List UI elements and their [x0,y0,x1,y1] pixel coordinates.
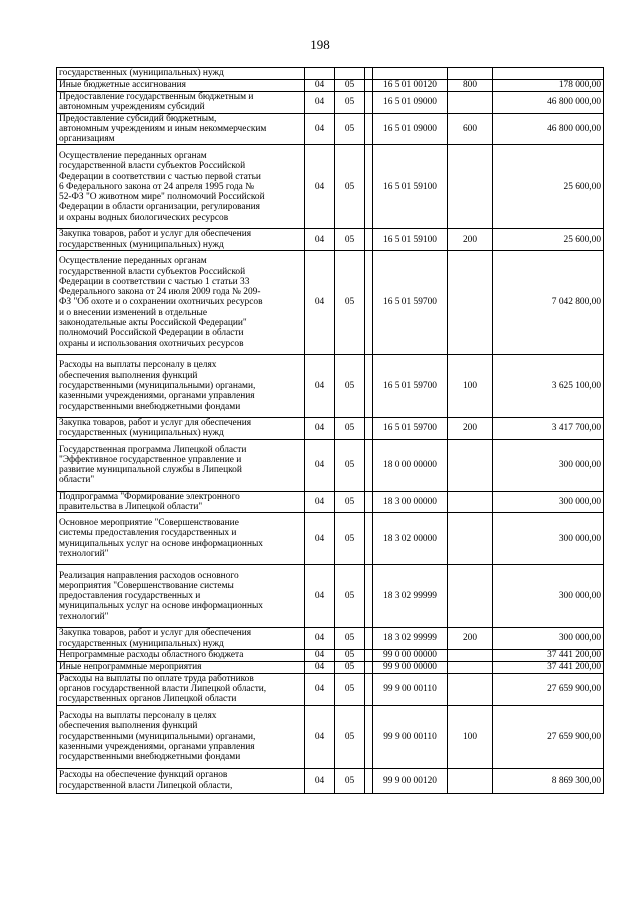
row-name: Закупка товаров, работ и услуг для обеспечения государственных (муниципальных) нужд [57,628,305,650]
row-name: Подпрограмма "Формирование электронного правительства в Липецкой области" [57,491,305,513]
subsection-code [365,649,373,661]
target-article-code: 18 3 02 99999 [373,565,448,628]
expense-type-code [448,565,493,628]
expense-type-code [448,673,493,705]
table-row [57,628,604,650]
amount: 300 000,00 [493,513,604,565]
table-row [57,251,604,355]
subsection-code [365,661,373,673]
expense-type-code: 600 [448,113,493,145]
table-row [57,92,604,114]
expense-type-code [448,68,493,80]
page-number: 198 [310,37,330,52]
amount: 37 441 200,00 [493,649,604,661]
subsection-code [365,145,373,229]
row-name: Осуществление переданных органам государственной власти субъектов Российской Федерации в соответствии с частью первой статьи 6 Федерального закона от 24 апреля 1995 года № 52-ФЗ "О животном мире" полномочий Российской Федерации в области организации, регулирования и охраны водных биологических ресурсов [57,145,305,229]
expense-type-code: 800 [448,80,493,92]
expense-type-code: 200 [448,229,493,251]
target-article-code: 16 5 01 09000 [373,113,448,145]
section-code: 05 [335,628,365,650]
table-row [57,355,604,418]
expense-type-code [448,439,493,491]
target-article-code: 16 5 01 59700 [373,355,448,418]
target-article-code: 16 5 01 59100 [373,229,448,251]
subsection-code [365,705,373,768]
expense-type-code: 200 [448,418,493,440]
section-code: 05 [335,673,365,705]
expense-type-code [448,768,493,793]
table-row [57,145,604,229]
table-row [57,68,604,80]
section-code: 05 [335,491,365,513]
target-article-code: 99 9 00 00110 [373,673,448,705]
expense-type-code [448,661,493,673]
subsection-code [365,229,373,251]
subsection-code [365,491,373,513]
subsection-code [365,768,373,793]
target-article-code: 99 9 00 00120 [373,768,448,793]
target-article-code: 18 3 02 99999 [373,628,448,650]
target-article-code: 18 3 02 00000 [373,513,448,565]
budget-table-body [57,68,604,794]
row-name: Расходы на обеспечение функций органов государственной власти Липецкой области, [57,768,305,793]
ministry-code: 04 [305,251,335,355]
amount: 300 000,00 [493,491,604,513]
section-code: 05 [335,145,365,229]
amount: 27 659 900,00 [493,705,604,768]
amount: 37 441 200,00 [493,661,604,673]
table-row [57,513,604,565]
amount: 300 000,00 [493,565,604,628]
table-row [57,649,604,661]
subsection-code [365,92,373,114]
table-row [57,565,604,628]
section-code: 05 [335,355,365,418]
table-row [57,491,604,513]
target-article-code: 16 5 01 00120 [373,80,448,92]
ministry-code: 04 [305,439,335,491]
subsection-code [365,68,373,80]
target-article-code: 99 0 00 00000 [373,649,448,661]
subsection-code [365,673,373,705]
row-name: Осуществление переданных органам государственной власти субъектов Российской Федерации в соответствии с частью 1 статьи 33 Федерального закона от 24 июля 2009 года № 209- ФЗ "Об охоте и о сохранении охотничьих ресурсов и о внесении изменений в отдельные законодательные акты Российской Федерации" полномочий Российской Федерации в области охраны и использования охотничьих ресурсов [57,251,305,355]
table-row [57,80,604,92]
expense-type-code: 100 [448,705,493,768]
target-article-code: 16 5 01 59100 [373,145,448,229]
section-code: 05 [335,661,365,673]
row-name: Иные непрограммные мероприятия [57,661,305,673]
row-name: Расходы на выплаты по оплате труда работников органов государственной власти Липецкой области, государственных органов Липецкой области [57,673,305,705]
section-code: 05 [335,92,365,114]
ministry-code: 04 [305,628,335,650]
table-row [57,418,604,440]
subsection-code [365,565,373,628]
target-article-code: 16 5 01 59700 [373,251,448,355]
budget-table [56,67,604,794]
row-name: Основное мероприятие "Совершенствование системы предоставления государственных и муниципальных услуг на основе информационных технологий" [57,513,305,565]
ministry-code: 04 [305,768,335,793]
expense-type-code [448,491,493,513]
amount: 300 000,00 [493,628,604,650]
target-article-code: 16 5 01 59700 [373,418,448,440]
amount [493,68,604,80]
row-name: Расходы на выплаты персоналу в целях обеспечения выполнения функций государственными (муниципальными) органами, казенными учреждениями, органами управления государственными внебюджетными фондами [57,705,305,768]
row-name: государственных (муниципальных) нужд [57,68,305,80]
expense-type-code [448,92,493,114]
target-article-code: 18 3 00 00000 [373,491,448,513]
ministry-code: 04 [305,661,335,673]
ministry-code: 04 [305,80,335,92]
section-code: 05 [335,113,365,145]
table-row [57,705,604,768]
expense-type-code: 200 [448,628,493,650]
section-code: 05 [335,439,365,491]
amount: 25 600,00 [493,229,604,251]
section-code [335,68,365,80]
amount: 3 625 100,00 [493,355,604,418]
row-name: Закупка товаров, работ и услуг для обеспечения государственных (муниципальных) нужд [57,418,305,440]
row-name: Иные бюджетные ассигнования [57,80,305,92]
amount: 8 869 300,00 [493,768,604,793]
target-article-code: 18 0 00 00000 [373,439,448,491]
section-code: 05 [335,80,365,92]
row-name: Предоставление субсидий бюджетным, автономным учреждениям и иным некоммерческим организациям [57,113,305,145]
amount: 300 000,00 [493,439,604,491]
section-code: 05 [335,229,365,251]
row-name: Непрограммные расходы областного бюджета [57,649,305,661]
section-code: 05 [335,649,365,661]
ministry-code: 04 [305,649,335,661]
row-name: Реализация направления расходов основного мероприятия "Совершенствование системы предоставления государственных и муниципальных услуг на основе информационных технологий" [57,565,305,628]
table-row [57,113,604,145]
subsection-code [365,418,373,440]
target-article-code [373,68,448,80]
subsection-code [365,513,373,565]
section-code: 05 [335,513,365,565]
table-row [57,673,604,705]
subsection-code [365,113,373,145]
table-row [57,229,604,251]
target-article-code: 99 9 00 00000 [373,661,448,673]
ministry-code: 04 [305,705,335,768]
section-code: 05 [335,251,365,355]
target-article-code: 99 9 00 00110 [373,705,448,768]
ministry-code: 04 [305,565,335,628]
ministry-code: 04 [305,513,335,565]
subsection-code [365,251,373,355]
amount: 25 600,00 [493,145,604,229]
ministry-code: 04 [305,145,335,229]
table-row [57,661,604,673]
row-name: Расходы на выплаты персоналу в целях обеспечения выполнения функций государственными (муниципальными) органами, казенными учреждениями, органами управления государственными внебюджетными фондами [57,355,305,418]
table-row [57,768,604,793]
section-code: 05 [335,768,365,793]
expense-type-code: 100 [448,355,493,418]
ministry-code: 04 [305,92,335,114]
ministry-code [305,68,335,80]
ministry-code: 04 [305,491,335,513]
ministry-code: 04 [305,355,335,418]
section-code: 05 [335,418,365,440]
section-code: 05 [335,565,365,628]
amount: 46 800 000,00 [493,92,604,114]
ministry-code: 04 [305,418,335,440]
row-name: Государственная программа Липецкой области "Эффективное государственное управление и развитие муниципальной службы в Липецкой области" [57,439,305,491]
ministry-code: 04 [305,673,335,705]
expense-type-code [448,513,493,565]
amount: 27 659 900,00 [493,673,604,705]
subsection-code [365,80,373,92]
ministry-code: 04 [305,229,335,251]
amount: 178 000,00 [493,80,604,92]
section-code: 05 [335,705,365,768]
amount: 3 417 700,00 [493,418,604,440]
ministry-code: 04 [305,113,335,145]
subsection-code [365,439,373,491]
expense-type-code [448,251,493,355]
target-article-code: 16 5 01 09000 [373,92,448,114]
row-name: Предоставление государственным бюджетным и автономным учреждениям субсидий [57,92,305,114]
expense-type-code [448,145,493,229]
row-name: Закупка товаров, работ и услуг для обеспечения государственных (муниципальных) нужд [57,229,305,251]
subsection-code [365,355,373,418]
amount: 7 042 800,00 [493,251,604,355]
amount: 46 800 000,00 [493,113,604,145]
subsection-code [365,628,373,650]
expense-type-code [448,649,493,661]
table-row [57,439,604,491]
